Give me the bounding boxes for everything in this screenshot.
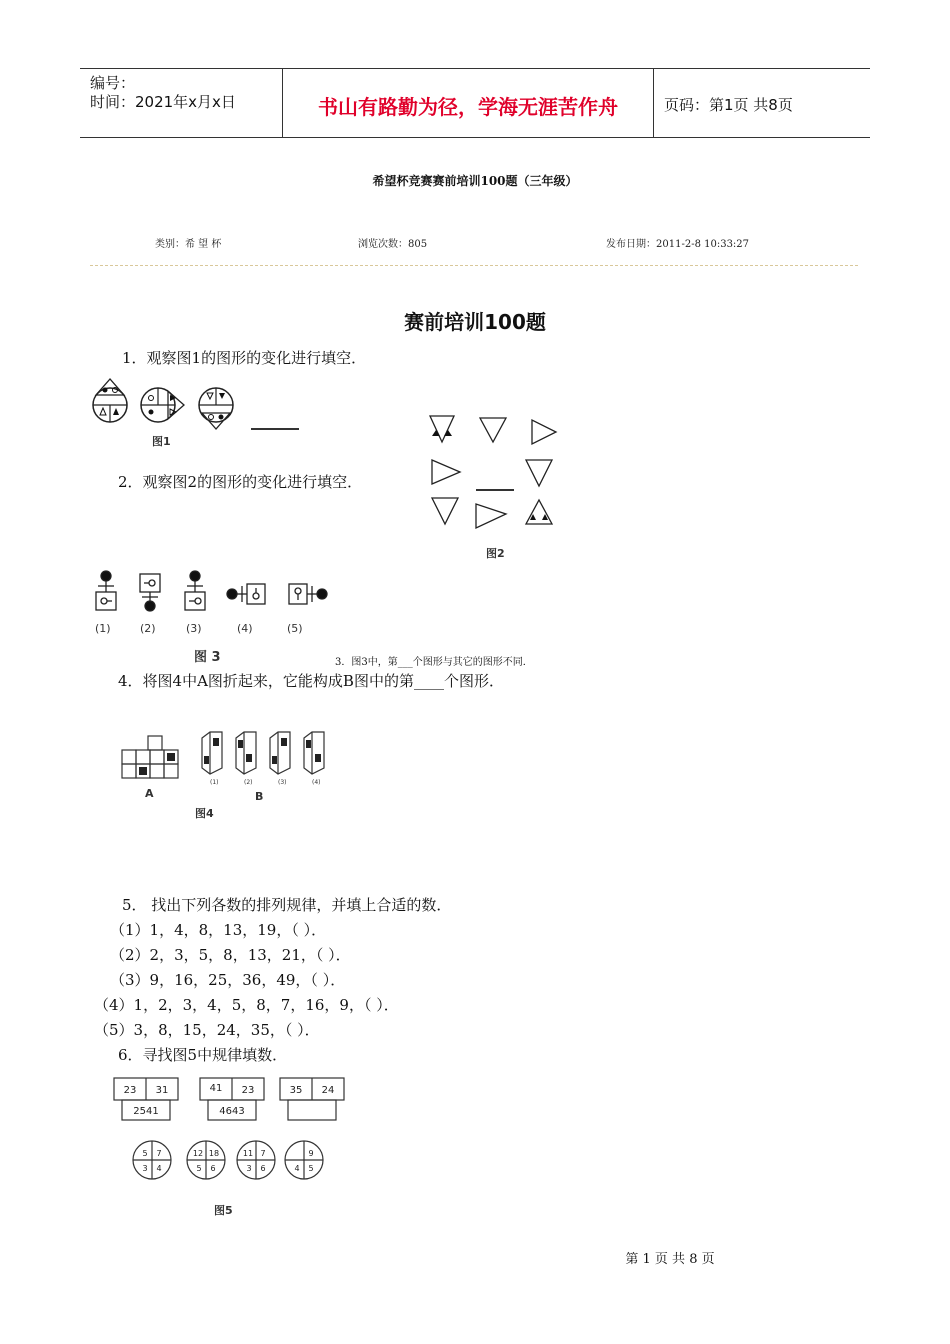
- figure-2-caption: 图2: [486, 547, 505, 560]
- meta-category: 类别：希 望 杯: [155, 239, 222, 250]
- number-label: 编号：: [90, 74, 136, 92]
- fig4-label-4: (4): [312, 779, 321, 786]
- fig5-box2-tl: 41: [209, 1083, 223, 1094]
- fig3-label-5: (5): [287, 622, 303, 635]
- fig5-c4-tr: 9: [308, 1149, 314, 1158]
- fig1-shape-3: [199, 388, 233, 429]
- fig3-label-3: (3): [186, 622, 202, 635]
- fig5-c1-bl: 3: [142, 1164, 148, 1173]
- q5-item-5: （5）3，8，15，24，35，（ ）．: [94, 1021, 320, 1039]
- fig4-label-1: (1): [210, 779, 219, 786]
- document-title: 希望杯竞赛赛前培训100题（三年级）: [372, 174, 578, 188]
- fig5-box3-tl: 35: [289, 1085, 303, 1096]
- fig5-c4-bl: 4: [294, 1164, 300, 1173]
- q5-item-1: （1）1，4，8，13，19，（ ）．: [110, 921, 327, 939]
- motto: 书山有路勤为径，学海无涯苦作舟: [318, 95, 618, 119]
- fig5-box2-bottom: 4643: [219, 1106, 245, 1117]
- question-3: 3．图3中，第___个图形与其它的图形不同．: [335, 657, 533, 668]
- fig5-c3-bl: 3: [246, 1164, 252, 1173]
- fig5-c3-tl: 11: [242, 1149, 254, 1158]
- fig5-c2-br: 6: [210, 1164, 216, 1173]
- header-info-cell: [80, 69, 283, 137]
- fig4-label-3: (3): [278, 779, 287, 786]
- question-1: 1．观察图1的图形的变化进行填空．: [122, 349, 367, 367]
- time-label: 时间：2021年x月x日: [90, 93, 236, 111]
- figure-2: [422, 410, 562, 540]
- q5-item-2: （2）2，3，5，8，13，21，（ ）．: [110, 946, 351, 964]
- page-footer: 第 1 页 共 8 页: [625, 1252, 715, 1267]
- fig4-label-2: (2): [244, 779, 253, 786]
- fig5-c3-tr: 7: [260, 1149, 266, 1158]
- fig3-label-4: (4): [237, 622, 253, 635]
- fig3-label-1: (1): [95, 622, 111, 635]
- figure-4-label-a: A: [145, 787, 154, 800]
- question-2: 2．观察图2的图形的变化进行填空．: [118, 473, 363, 491]
- fig5-box1-tr: 31: [155, 1085, 169, 1096]
- fig1-shape-2: [141, 388, 184, 422]
- question-4: 4．将图4中A图折起来，它能构成B图中的第____个图形．: [118, 672, 504, 690]
- figure-4: [118, 728, 338, 790]
- fig5-box1-tl: 23: [123, 1085, 137, 1096]
- figure-5-caption: 图5: [214, 1204, 233, 1217]
- figure-5: [110, 1072, 350, 1187]
- fig5-c1-tl: 5: [142, 1149, 148, 1158]
- main-title: 赛前培训100题: [404, 310, 546, 334]
- fig5-c3-br: 6: [260, 1164, 266, 1173]
- fig5-c2-tr: 18: [208, 1149, 220, 1158]
- fig2-triangle: [430, 416, 454, 442]
- header-motto-cell: [283, 69, 654, 137]
- figure-1: [88, 375, 308, 435]
- fig5-c2-bl: 5: [196, 1164, 202, 1173]
- figure-3: [90, 568, 340, 620]
- fig1-shape-1: [93, 379, 127, 422]
- figure-1-caption: 图1: [152, 435, 171, 448]
- q5-item-4: （4）1，2，3，4，5，8，7，16，9，（ ）．: [94, 996, 399, 1014]
- dashed-divider: [90, 265, 858, 266]
- fig5-c1-tr: 7: [156, 1149, 162, 1158]
- question-6: 6．寻找图5中规律填数．: [118, 1046, 288, 1064]
- figure-4-caption: 图4: [195, 807, 214, 820]
- meta-views: 浏览次数：805: [358, 239, 428, 250]
- fig5-box1-bottom: 2541: [133, 1106, 159, 1117]
- figure-4-label-b: B: [255, 790, 264, 803]
- figure-3-caption: 图 3: [194, 650, 221, 665]
- q5-item-3: （3）9，16，25，36，49，（ ）．: [110, 971, 346, 989]
- fig5-c1-br: 4: [156, 1164, 162, 1173]
- fig5-box3-tr: 24: [321, 1085, 335, 1096]
- fig3-label-2: (2): [140, 622, 156, 635]
- header-page-cell: [654, 69, 870, 137]
- fig5-box2-tr: 23: [241, 1085, 255, 1096]
- meta-published: 发布日期：2011-2-8 10:33:27: [606, 239, 750, 250]
- page-info: 页码：第1页 共8页: [664, 96, 793, 114]
- header-table: [80, 68, 870, 138]
- fig5-c2-tl: 12: [192, 1149, 204, 1158]
- fig5-c4-br: 5: [308, 1164, 314, 1173]
- question-5: 5． 找出下列各数的排列规律，并填上合适的数．: [122, 896, 452, 914]
